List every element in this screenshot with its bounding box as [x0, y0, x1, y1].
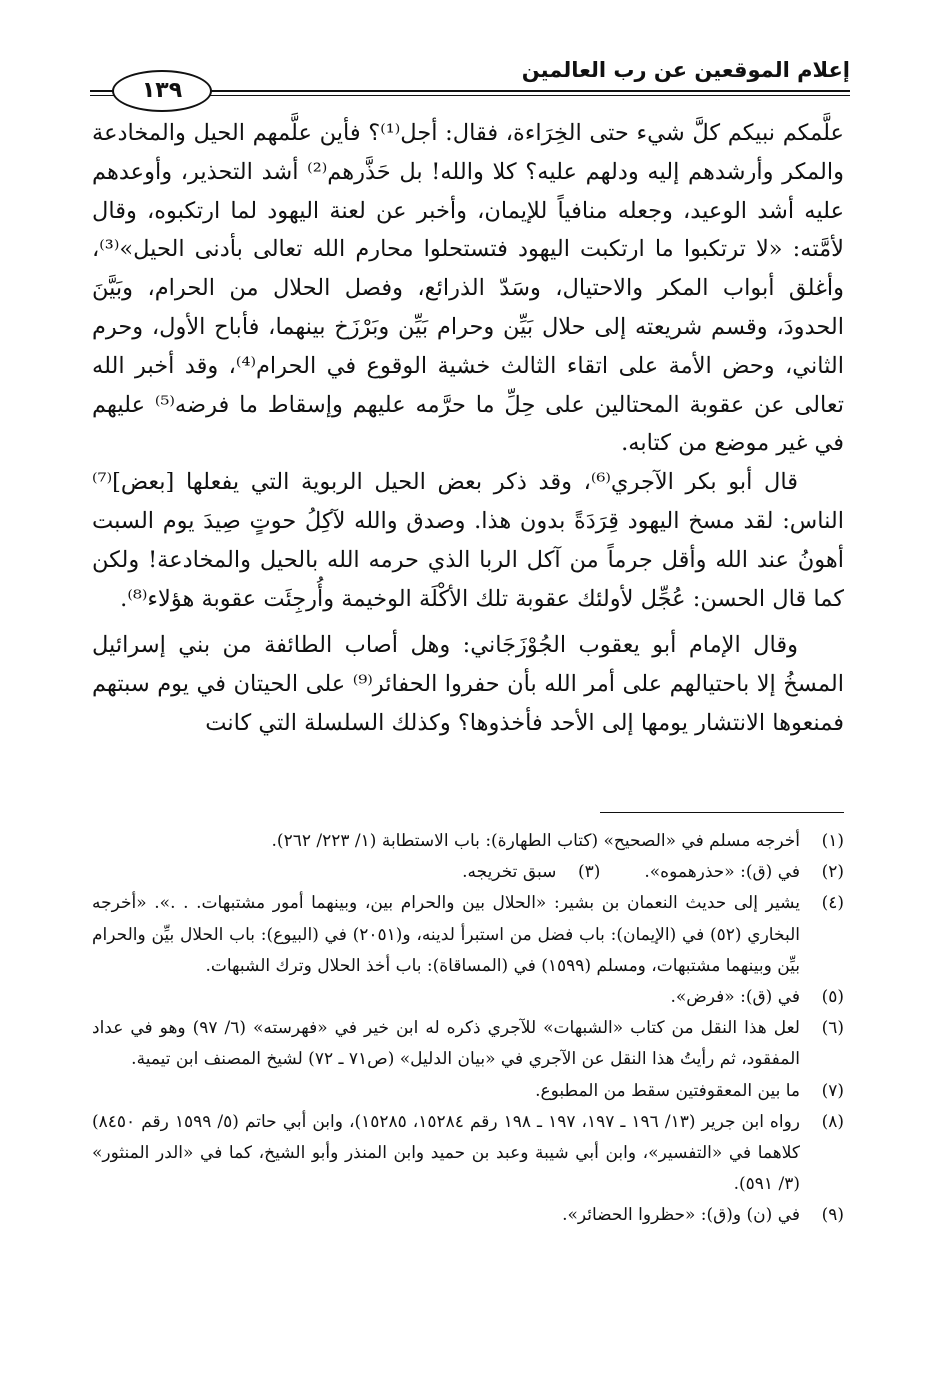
- running-header: [90, 56, 850, 103]
- paragraph: علَّمكم نبيكم كلَّ شيء حتى الخِرَاءة، فقال: أجل⁽¹⁾؟ فأين علَّمهم الحيل والمخادعة والمكر وأرشدهم إليه ودلهم عليه؟ كلا والله! بل حَذَّرهم⁽²⁾ أشد التحذير، وأوعدهم عليه أشد الوعيد، وجعله منافياً للإيمان، وأخبر عن لعنة اليهود لما ارتكبوه، وقال لأمَّته: «لا ترتكبوا ما ارتكبت اليهود فتستحلوا محارم الله تعالى بأدنى الحيل»⁽³⁾، وأغلق أبواب المكر والاحتيال، وسَدّ الذرائع، وفصل الحلال من الحرام، وبَيَّنَ الحدودَ، وقسم شريعته إلى حلال بَيِّن وحرام بَيِّن وبَرْزَخ بينهما، فأباح الأول، وحرم الثاني، وحض الأمة على اتقاء الثالث خشية الوقوع في الحرام⁽⁴⁾، وقد أخبر الله تعالى عن عقوبة المحتالين على حِلِّ ما حرَّمه عليهم وإسقاط ما فرضه⁽⁵⁾ عليهم في غير موضع من كتابه.: [92, 120, 845, 457]
- footnote-number: (٧): [821, 1080, 844, 1101]
- footnote-number: (٥): [821, 987, 844, 1008]
- footnote-text: رواه ابن جرير (١٣/ ١٩٦ ـ ١٩٧، ١٩٧ ـ ١٩٨ رقم ١٥٢٨٤، ١٥٢٨٥)، وابن أبي حاتم (٥/ ١٥٩٩ رقم ٨٤٥٠) كلاهما في «التفسير»، وابن أبي شيبة وعبد بن حميد وابن المنذر وأبو الشيخ، كما في «الدر المنثور» (٣/ ٥٩١).: [92, 1111, 800, 1195]
- footnote-item: [92, 1107, 844, 1201]
- paragraph: قال أبو بكر الآجري⁽⁶⁾، وقد ذكر بعض الحيل الربوية التي يفعلها [بعض]⁽⁷⁾ الناس: لقد مسخ اليهود قِرَدَةً بدون هذا. وصدق والله لآكِلُ حوتٍ صِيدَ يوم السبت أهونُ عند الله وأقل جرماً من آكل الربا الذي حرمه الله بالحيل والمخادعة! ولكن كما قال الحسن: عُجِّل لأولئك عقوبة تلك الأكْلَة الوخيمة وأُرجِئَت عقوبة هؤلاء⁽⁸⁾.: [92, 469, 844, 612]
- footnote-item: [92, 1200, 844, 1231]
- footnote-text: في (ن) و(ق): «حظروا الحضائر».: [562, 1205, 800, 1226]
- footnote-number: (٩): [821, 1205, 844, 1226]
- footnote-text: أخرجه مسلم في «الصحيح» (كتاب الطهارة): باب الاستطابة (١/ ٢٢٣/ ٢٦٢).: [271, 831, 800, 851]
- footnote-number: (١): [821, 831, 844, 851]
- footnote-item: [92, 826, 844, 857]
- footnote-number: (٤): [821, 893, 844, 914]
- footnote-item: [92, 1013, 844, 1075]
- paragraph: وقال الإمام أبو يعقوب الجُوْزَجَاني: وهل أصاب الطائفة من بني إسرائيل المسخُ إلا باحتيالهم على أمر الله بأن حفروا الحفائر⁽⁹⁾ على الحيتان في يوم سبتهم فمنعوها الانتشار يومها إلى الأحد فأخذوها؟ وكذلك السلسلة التي كانت: [92, 632, 844, 736]
- footnote-item: [92, 1076, 844, 1107]
- footnote-separator: [600, 812, 844, 813]
- footnote-number: (٢): [821, 862, 844, 883]
- footnotes: [92, 826, 844, 1232]
- page-number: ١٣٩: [112, 70, 212, 112]
- footnote-text: في (ق): «فرض».: [670, 987, 800, 1008]
- footnote-text: سبق تخريجه.: [462, 862, 557, 883]
- footnote-text: ما بين المعقوفتين سقط من المطبوع.: [535, 1080, 800, 1101]
- footnote-item: [92, 857, 844, 888]
- footnote-text: لعل هذا النقل من كتاب «الشبهات» للآجري ذكره له ابن خير في «فهرسته» (٦/ ٩٧) وهو في عداد المفقود، ثم رأيتُ هذا النقل عن الآجري في «بيان الدليل» (ص٧١ ـ ٧٢) لشيخ المصنف ابن تيمية.: [92, 1018, 800, 1070]
- footnote-number: (٦): [821, 1018, 844, 1039]
- footnote-item: [92, 888, 844, 982]
- footnote-text: في (ق): «حذرهموه».: [644, 862, 800, 883]
- footnote-number: (٣): [577, 862, 601, 883]
- footnote-text: يشير إلى حديث النعمان بن بشير: «الحلال بين والحرام بين، وبينهما أمور مشتبهات. . .». «أخرجه البخاري (٥٢) في (الإيمان): باب فضل من استبرأ لدينه، و(٢٠٥١) في (البيوع): باب الحلال بيِّن والحرام بيِّن وبينهما مشتبهات، ومسلم (١٥٩٩) في (المساقاة): باب أخذ الحلال وترك الشبهات.: [92, 893, 800, 976]
- book-title: إعلام الموقعين عن رب العالمين: [521, 58, 850, 82]
- main-text: [92, 114, 844, 743]
- footnote-number: (٨): [821, 1111, 844, 1132]
- footnote-item: [92, 982, 844, 1013]
